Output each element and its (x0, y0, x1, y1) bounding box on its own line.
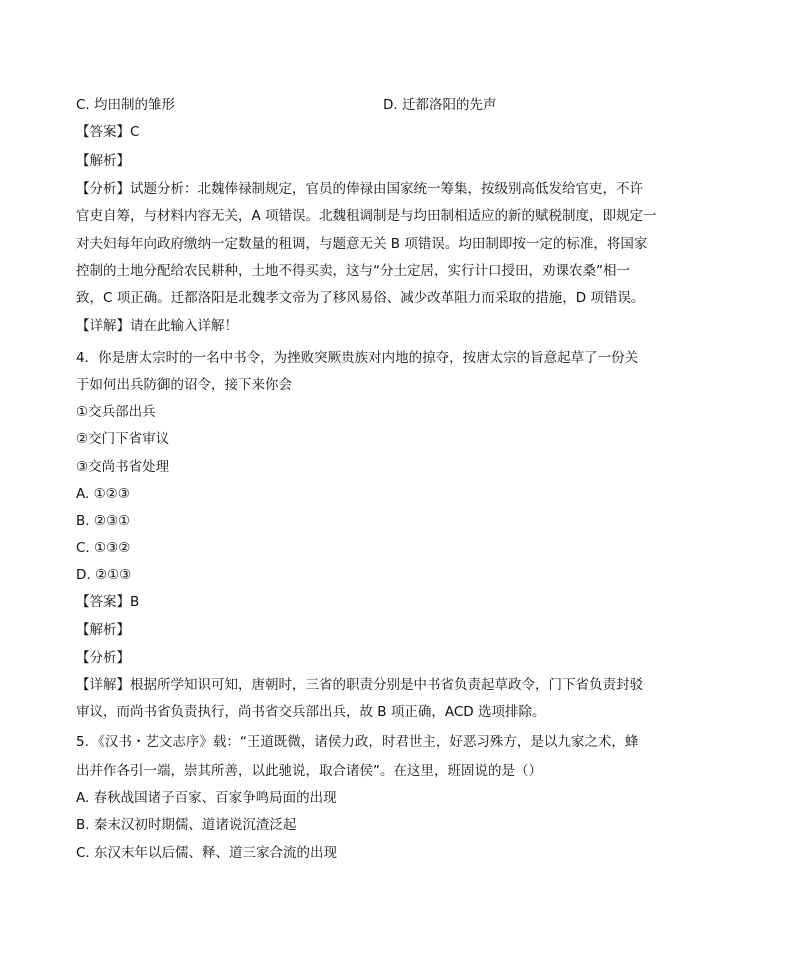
answer-label: 【答案】B (76, 594, 140, 610)
option-d: D. 迁都洛阳的先声 (383, 97, 497, 113)
detail-line: 【详解】请在此输入详解！ (76, 318, 238, 334)
analysis-subtitle: 【分析】 (76, 650, 130, 666)
answer-label: 【答案】C (76, 124, 140, 140)
question-stem: 于如何出兵防御的诏令，接下来你会 (76, 377, 292, 393)
option-b: B. ②③① (76, 513, 131, 529)
analysis-title: 【解析】 (76, 153, 130, 169)
option-c: C. 东汉末年以后儒、释、道三家合流的出现 (76, 845, 338, 861)
analysis-line: 官吏自筹，与材料内容无关，A 项错误。北魏租调制是与均田制相适应的新的赋税制度，即规定一 (76, 208, 657, 224)
detail-line: 审议，而尚书省负责执行，尚书省交兵部出兵，故 B 项正确，ACD 选项排除。 (76, 704, 546, 720)
option-c: C. ①③② (76, 540, 131, 556)
option-c: C. 均田制的雏形 (76, 97, 176, 113)
question-item: ①交兵部出兵 (76, 404, 156, 420)
analysis-line: 致，C 项正确。迁都洛阳是北魏孝文帝为了移风易俗、减少改革阻力而采取的措施，D 项错误。 (76, 290, 645, 306)
question-item: ③交尚书省处理 (76, 459, 170, 475)
detail-line: 【详解】根据所学知识可知，唐朝时，三省的职责分别是中书省负责起草政令，门下省负责封驳 (76, 677, 643, 693)
option-b: B. 秦末汉初时期儒、道诸说沉渣泛起 (76, 817, 297, 833)
analysis-title: 【解析】 (76, 622, 130, 638)
question-stem: 5．《汉书・艺文志序》载：“王道既微，诸侯力政，时君世主，好恶习殊方，是以九家之术，蜂 (76, 734, 639, 750)
question-item: ②交门下省审议 (76, 431, 170, 447)
question-stem: 4．你是唐太宗时的一名中书令，为挫败突厥贵族对内地的掠夺，按唐太宗的旨意起草了一份关 (76, 350, 639, 366)
question-stem: 出并作各引一端，崇其所善，以此驰说，取合诸侯”。在这里，班固说的是（） (76, 763, 542, 779)
analysis-line: 控制的土地分配给农民耕种，土地不得买卖，这与“分土定居，实行计口授田，劝课农桑”相一 (76, 263, 630, 279)
option-a: A. 春秋战国诸子百家、百家争鸣局面的出现 (76, 790, 337, 806)
analysis-line: 对夫妇每年向政府缴纳一定数量的租调，与题意无关 B 项错误。均田制即按一定的标准，将国家 (76, 236, 648, 252)
option-a: A. ①②③ (76, 486, 130, 502)
analysis-line: 【分析】试题分析：北魏俸禄制规定，官员的俸禄由国家统一筹集，按级别高低发给官吏，不许 (76, 181, 643, 197)
option-d: D. ②①③ (76, 567, 132, 583)
